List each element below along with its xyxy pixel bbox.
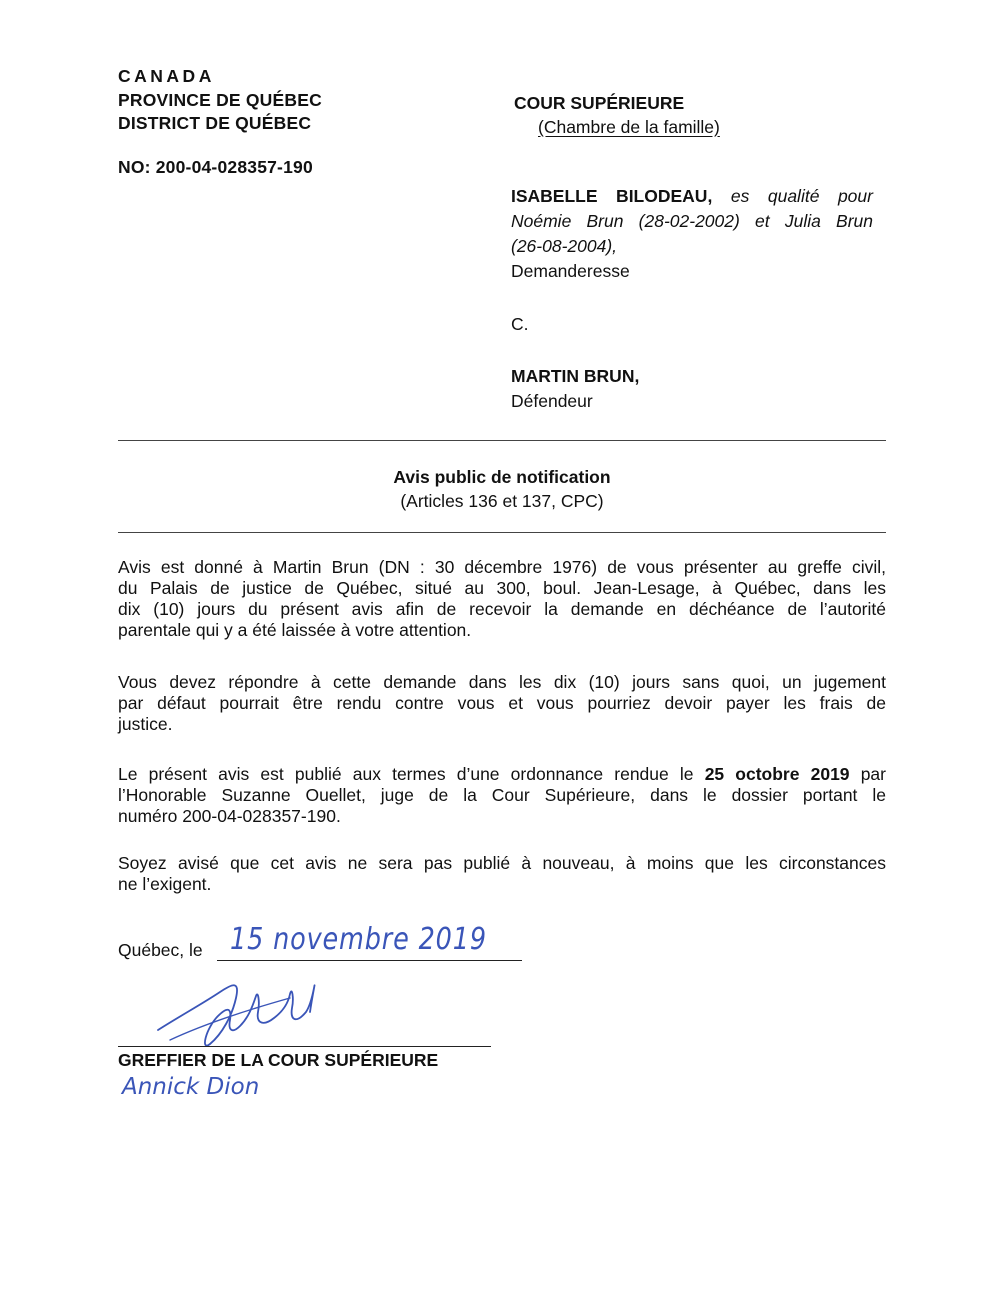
defendant-name: MARTIN BRUN, xyxy=(511,366,640,386)
order-date: 25 octobre 2019 xyxy=(704,764,850,784)
notice-subtitle: (Articles 136 et 137, CPC) xyxy=(400,491,604,511)
plaintiff-line-2: Noémie Brun (28-02-2002) et Julia Brun xyxy=(511,211,873,231)
court-name: COUR SUPÉRIEURE xyxy=(514,93,685,113)
district-heading: DISTRICT DE QUÉBEC xyxy=(118,113,312,133)
plaintiff-name: ISABELLE BILODEAU, xyxy=(511,186,713,206)
plaintiff-role: Demanderesse xyxy=(511,261,630,281)
court-chamber: (Chambre de la famille) xyxy=(538,117,720,137)
paragraph-4: Soyez avisé que cet avis ne sera pas publié à nouveau, à moins que les circonstances ne l’exigent. xyxy=(118,853,886,894)
signature-line xyxy=(118,1046,491,1047)
defendant-role: Défendeur xyxy=(511,391,593,411)
paragraph-2: Vous devez répondre à cette demande dans les dix (10) jours sans quoi, un jugement par défaut pourrait être rendu contre vous et vous pourriez devoir payer les frais de justice. xyxy=(118,672,886,734)
province-heading: PROVINCE DE QUÉBEC xyxy=(118,90,322,110)
plaintiff-block xyxy=(511,184,873,284)
paragraph-1: Avis est donné à Martin Brun (DN : 30 décembre 1976) de vous présenter au greffe civil, du Palais de justice de Québec, situé au 300, boul. Jean-Lesage, à Québec, dans les dix (10) jours du présent avis afin de recevoir la demande en déchéance de l’autorité parentale qui y a été laissée à votre attention. xyxy=(118,557,886,640)
country-heading: CANADA xyxy=(118,66,215,86)
place-date-label: Québec, le xyxy=(118,940,203,960)
notice-title: Avis public de notification xyxy=(393,467,611,487)
clerk-title: GREFFIER DE LA COUR SUPÉRIEURE xyxy=(118,1050,439,1070)
handwritten-name: Annick Dion xyxy=(122,1074,260,1100)
handwritten-date: 15 novembre 2019 xyxy=(230,922,487,957)
plaintiff-capacity: es qualité pour xyxy=(730,186,873,206)
divider-bottom xyxy=(118,532,886,533)
divider-top xyxy=(118,440,886,441)
signature-scribble xyxy=(140,968,340,1058)
plaintiff-line-3: (26-08-2004), xyxy=(511,236,618,256)
date-line xyxy=(217,960,522,961)
defendant-block xyxy=(511,364,873,414)
paragraph-3: Le présent avis est publié aux termes d’une ordonnance rendue le 25 octobre 2019 par l’Honorable Suzanne Ouellet, juge de la Cour Supérieure, dans le dossier portant le numéro 200-04-028357-190. xyxy=(118,764,886,826)
versus-label: C. xyxy=(511,314,529,334)
plaintiff-line-1 xyxy=(511,184,873,209)
file-number: NO: 200-04-028357-190 xyxy=(118,157,313,177)
